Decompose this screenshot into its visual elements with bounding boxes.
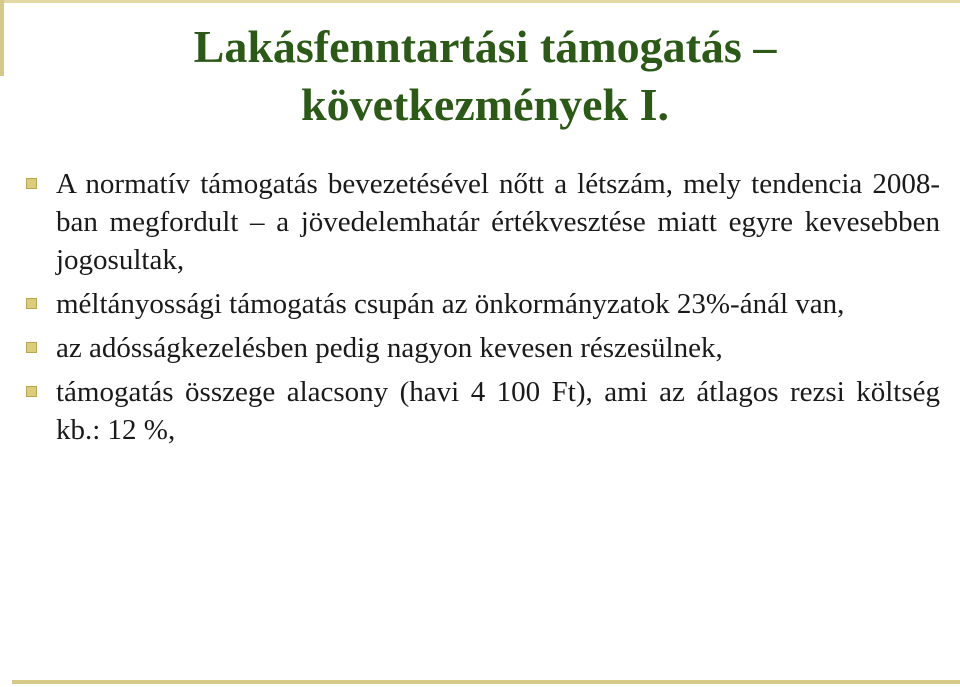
slide-top-border bbox=[0, 0, 960, 3]
slide-bottom-border bbox=[12, 680, 960, 684]
slide-title bbox=[60, 18, 910, 134]
bullet-text-4: támogatás összege alacsony (havi 4 100 Ft), ami az átlagos rezsi költség kb.: 12 %, bbox=[56, 376, 940, 446]
bullet-item-4 bbox=[0, 373, 960, 449]
bullet-list bbox=[0, 165, 960, 455]
bullet-item-1 bbox=[0, 165, 960, 279]
bullet-item-3 bbox=[0, 329, 960, 367]
square-bullet-icon bbox=[26, 342, 37, 353]
square-bullet-icon bbox=[26, 298, 37, 309]
bullet-text-2: méltányossági támogatás csupán az önkormányzatok 23%-ánál van, bbox=[56, 288, 845, 320]
slide-left-border bbox=[0, 0, 4, 76]
slide-title-line-1: Lakásfenntartási támogatás – bbox=[193, 21, 777, 72]
square-bullet-icon bbox=[26, 178, 37, 189]
bullet-text-1: A normatív támogatás bevezetésével nőtt a létszám, mely tendencia 2008-ban megfordult – a jövedelemhatár értékvesztése miatt egyre kevesebben jogosultak, bbox=[56, 168, 940, 276]
bullet-item-2 bbox=[0, 285, 960, 323]
slide-title-line-2: következmények I. bbox=[301, 79, 669, 130]
bullet-text-3: az adósságkezelésben pedig nagyon kevesen részesülnek, bbox=[56, 332, 723, 364]
square-bullet-icon bbox=[26, 386, 37, 397]
